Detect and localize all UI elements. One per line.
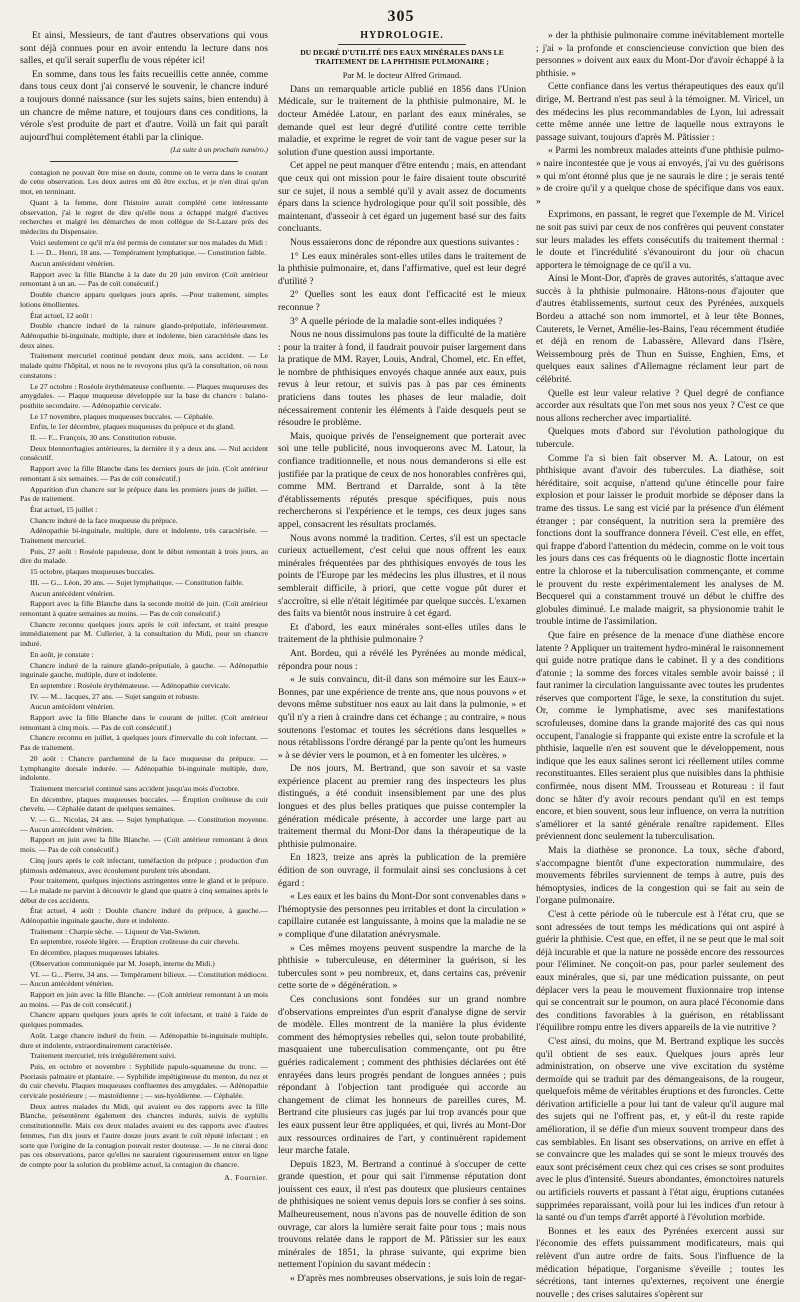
paragraph: contagion ne pouvait être mise en doute, comme on le verra dans le courant de cette observation. Les deux autres ont dû être exclus, et je n'en dirai qu'un mot, en terminant. <box>20 167 268 197</box>
middle-column <box>278 30 526 1302</box>
paragraph: Bonnes et les eaux des Pyrénées exercent aussi sur l'économie des effets puissamment modificateurs, mais qui relèvent d'un autre ordre de faits. Sous l'influence de la médication hépatique, l'organisme s'éveille ; toutes les sécrétions, tant internes qu'externes, reçoivent une énergie nouvelle ; des crises salutaires s'opèrent sur <box>536 1225 784 1300</box>
paragraph: Nous avons nommé la tradition. Certes, s'il est un spectacle curieux actuellement, c'est celui que nous offrent les eaux minérales fréquentées par des phthisiques envoyés de tous les points de l'Europe par les médecins les plus illustres, et il nous semblerait difficile, à priori, que cette vogue pût durer et s'accroître, si elle n'était légitimée par quelque succès. L'examen des faits va bientôt nous instruire à cet égard. <box>278 532 526 620</box>
paragraph: (Observation communiquée par M. Joseph, interne du Midi.) <box>30 958 215 968</box>
paragraph: Comme l'a si bien fait observer M. A. Latour, on est phthisique avant d'avoir des tubercules. La diathèse, soit héréditaire, soit acquise, n'attend qu'une étincelle pour faire explosion et pour laisser le produit morbide se déposer dans la trame des tissus. Le sang est vicié par la présence d'un élément étranger ; par conséquent, la nutrition sera la première des fonctions dont la souffrance donnera l'éveil. C'est elle, en effet, qui frappe d'abord l'attention du médecin, comme on le voit tous les jours dans ces cas fréquents où le diagnostic flotte incertain entre la chlorose et la tuberculisation commençante, et comme le prouvent du reste expérimentalement les analyses de M. Becquerel qui a constamment trouvé un début le chiffre des globules diminué. Le malade maigrit, sa physionomie trahit le trouble intime de l'assimilation. <box>536 452 784 628</box>
left-column <box>20 30 268 1302</box>
middle-paragraphs <box>278 84 526 1286</box>
paragraph: Traitement mercuriel continué pendant deux mois, sans accident. — Le malade quitte l'hôpital, et nous ne le revoyons plus qu'à la consultation, où nous constatons : <box>20 351 268 380</box>
paragraph: 2° Quelles sont les eaux dont l'efficacité est le mieux reconnue ? <box>278 289 526 313</box>
paragraph: Aucun antécédent vénérien. <box>30 702 115 712</box>
paragraph: En septembre : Roséole érythémateuse. — Adénopathie cervicale. <box>30 680 231 690</box>
paragraph: « Je suis convaincu, dit-il dans son mémoire sur les Eaux-» Bonnes, par une expérience de trente ans, que nous pouvons » et devons même substituer nos eaux au lait dans la pulmonie, » et qu'il n'y a rien à craindre dans cet échange ; au contraire, » nous soutenons l'estomac et toutes les sécrétions dans lesquelles » nous rétablissons l'ordre dérangé par la pente qu'ont les humeurs » à se dévier vers le poumon, et à en fomenter les ulcères. » <box>278 674 526 761</box>
paragraph: Traitement : Charpie sèche. — Liqueur de Van-Swieten. <box>30 926 201 936</box>
paragraph: Double chancre induré de la rainure glando-préputiale, inférieurement. Adénopathie bi-inguinale, multiple, dure et indolente, bien caractérisée dans les deux aines. <box>20 321 268 350</box>
paragraph: Cinq jours après le coït infectant, tuméfaction du prépuce ; production d'un phimosis œdémateux, avec écoulement purulent très abondant. <box>20 855 268 875</box>
paragraph: Chancre reconnu quelques jours après le coït infectant, et traité presque immédiatement par M. Cullerier, à la consultation du Midi, pour un chancre induré. <box>20 619 268 649</box>
paragraph: Nous ne nous dissimulons pas toute la difficulté de la matière : pour la traiter à fond, il faudrait pouvoir puiser largement dans la pratique de MM. Rayer, Louis, Andral, Chomel, etc. En effet, le nombre de phthisiques envoyés chaque année aux eaux, puis revus à leur retour, et suivis pas à pas par ces éminents praticiens dans toutes les phases de leur maladie, doit nécessairement contenir les éléments à l'aide desquels peut se résoudre le problème. <box>278 329 526 429</box>
paragraph: VI. — G... Pierre, 34 ans. — Tempérament bilieux. — Constitution médiocre. — Aucun antécédent vénérien. <box>20 969 268 989</box>
columns <box>20 30 782 1302</box>
byline: Par M. le docteur Alfred Grimaud. <box>342 69 462 80</box>
paragraph: Rapport avec la fille Blanche à la date du 20 juin environ (Coït antérieur remontant à un an. — Pas de coït consécutif.) <box>20 269 268 289</box>
right-column <box>536 30 784 1302</box>
paragraph: Voici seulement ce qu'il m'a été permis de constater sur nos malades du Midi : <box>30 237 268 247</box>
paragraph: Que faire en présence de la menace d'une diathèse encore latente ? Appliquer un traitement hydro-minéral le raisonnement qui guide notre pratique dans le cabinet. Il y a des conditions d'atonie ; la somme des forces vitales semble avoir baissé ; il faut ranimer la circulation languissante avec toutes les prudentes réserves que comportent l'âge, le sexe, la constitution du sujet. Or, comme le lymphatisme, avec ses manifestations scrofuleuses, domine dans la grande majorité des cas qui nous occupent, l'analogie si frappante qui existe entre la scrofule et la phthisie, laquelle n'en est souvent que le développement, nous indique que les eaux salines seront ici réellement utiles comme reconstituantes. Elles seraient plus que nuisibles dans la phthisie confirmée, nous disent MM. Trousseau et Rotureau : il faut donc se hâter d'y avoir recours pendant qu'il en est temps encore, et bien souvent, sous leur influence, on verra la nutrition s'améliorer et la santé générale renaître rapidement. Elles préviennent donc seulement la tuberculisation. <box>536 629 784 843</box>
paragraph: En 1823, treize ans après la publication de la première édition de son ouvrage, il formulait ainsi ses conclusions à cet égard : <box>278 852 526 889</box>
paragraph: En décembre, plaques muqueuses labiales. <box>30 948 160 958</box>
paragraph: Puis, en octobre et novembre : Syphilide papulo-squameuse du tronc. — Psoriasis palmaire et plantaire. — Syphilide impétigineuse du menton, du nez et du cuir chevelu. Plaques muqueuses confluentes des amygdales. — Adénopathie cervicale postérieure ; — mastoïdienne ; — sus-hyoïdienne. — Céphalée. <box>20 1061 268 1101</box>
paragraph: » Ces mêmes moyens peuvent suspendre la marche de la phthisie » tuberculeuse, en déterminer la guérison, si les tubercules sont » peu nombreux, et, dans certains cas, prévenir cette sorte de » dégénération. » <box>278 942 526 992</box>
paragraph: Rapport avec la fille Blanche dans le courant de juillet. (Coït antérieur remontant à cinq mois. — Pas de coït consécutif.) <box>20 713 268 732</box>
paragraph: Quelques mots d'abord sur l'évolution pathologique du tubercule. <box>536 426 784 450</box>
paragraph: Août. Large chancre induré du frein. — Adénopathie bi-inguinale multiple, dure et indolente, extraordinairement caractérisée. <box>20 1030 268 1050</box>
paragraph: Mais, quoique privés de l'enseignement que porterait avec soi une telle publicité, nous invoquerons avec M. Latour, la confiance traditionnelle, et nous nous demanderons si elle est justifiée par la pratique de ceux de nos honorables confrères qui, comme MM. Bertrand et Darralde, sont à la tête d'établissements réputés presque spécifiques, puis nous rechercherons si l'expérience et le temps, ces deux juges sans appel, consacrent les résultats proclamés. <box>278 430 526 530</box>
paragraph: Dans un remarquable article publié en 1856 dans l'Union Médicale, sur le traitement de la phthisie pulmonaire, M. le docteur Amédée Latour, en parlant des eaux minérales, se demande quel est leur degré d'utilité contre cette terrible maladie, et exprime le regret de voir tant de vague peser sur la solution d'une question aussi importante. <box>278 83 526 158</box>
paragraph: Aucun antécédent vénérien. <box>30 259 115 269</box>
paragraph: Nous essaierons donc de répondre aux questions suivantes : <box>290 236 520 248</box>
paragraph: Exprimons, en passant, le regret que l'exemple de M. Viricel ne soit pas suivi par ceux de nos confrères qui peuvent constater sur leurs malades les effets consécutifs du traitement thermal : le doute et l'incrédulité s'évanouiront du jour où chacun apportera le témoignage de ce qu'il a vu. <box>536 209 784 271</box>
paragraph: Cet appel ne peut manquer d'être entendu ; mais, en attendant que ceux qui ont mission pour le faire disaient toute obscurité sur ce sujet, il nous a semblé qu'il y avait assez de documents épars dans la science hydrologique pour qu'il soit possible, dès maintenant, d'asseoir à cet égard un jugement basé sur des faits concluants. <box>278 160 526 235</box>
section-title: HYDROLOGIE. <box>360 30 444 41</box>
paragraph: En septembre, roséole légère. — Éruption croûteuse du cuir chevelu. <box>30 937 240 947</box>
paragraph: 20 août : Chancre parcheminé de la face muqueuse du prépuce. — Lymphangite dorsale indurée. — Adénopathie bi-inguinale multiple, dure, indolente. <box>20 753 268 783</box>
paragraph: Traitement mercuriel continué sans accident jusqu'au mois d'octobre. <box>30 783 240 793</box>
paragraph: Rapport avec la fille Blanche dans la seconde moitié de juin. (Coït antérieur remontant à quatre semaines au moins. — Pas de coït consécutif.) <box>20 599 268 618</box>
paragraph: » der la phthisie pulmonaire comme inévitablement mortelle ; j'ai » la profonde et consciencieuse conviction que bien des personnes » doivent aux eaux du Mont-Dor d'avoir échappé à la phthisie. » <box>536 30 784 79</box>
paragraph: Traitement mercuriel, très irrégulièrement suivi. <box>30 1051 177 1061</box>
paragraph: Cette confiance dans les vertus thérapeutiques des eaux qu'il dirige, M. Bertrand n'est pas seul à la témoigner. M. Viricel, un des médecins les plus recommandables de Lyon, lui adressait cette même année une lettre de laquelle nous extrayons le passage suivant, toujours d'après M. Pâtissier : <box>536 81 784 143</box>
paragraph: Rapport en juin avec la fille Blanche. — (Coït antérieur remontant à un mois au moins. — Pas de coït consécutif.) <box>20 990 268 1009</box>
paragraph: IV. — M... Jacques, 27 ans. — Sujet sanguin et robuste. <box>30 691 200 701</box>
paragraph: État actuel, 12 août : <box>30 310 93 320</box>
paragraph: Ainsi le Mont-Dor, d'après de graves autorités, s'attaque avec succès à la phthisie pulmonaire. Hâtons-nous d'ajouter que d'autres établissements, surtout ceux des Pyrénées, auxquels Bordeu a attaché son nom immortel, et à leur tête Bonnes, Cauterets, le Vernet, Amélie-les-Bains, l'eau récemment étudiée et déjà en renom de Labassère, Allevard dans l'Isère, Weissembourg près de Thun en Suisse, Enghien, Ems, et quelques eaux salines d'Allemagne réclament leur part de célébrité. <box>536 273 784 386</box>
paragraph: « Les eaux et les bains du Mont-Dor sont convenables dans » l'hémoptysie des personnes peu irritables et dont la circulation » capillaire cutanée est languissante, à moins que la maladie ne se » complique d'une dilatation anévrysmale. <box>278 891 526 940</box>
paragraph: « Parmi les nombreux malades atteints d'une phthisie pulmo- » naire incontestée que je vous ai envoyés, j'ai vu des guérisons » qui m'ont étonné plus que je ne saurais le dire ; je serais tenté » de croire qu'il y a quelque chose de spécifique dans vos eaux. » <box>536 145 784 207</box>
paragraph: Quant à la femme, dont l'histoire aurait complété cette intéressante observation, j'ai le regret de dire qu'elle nous a échappé malgré d'actives recherches et malgré les démarches de mon collègue de St-Lazare près des médecins du Dispensaire. <box>20 197 268 236</box>
paragraph: Puis, 27 août : Roséole papuleuse, dont le début remontait à trois jours, au dire du malade. <box>20 546 268 566</box>
paragraph: V. — G... Nicolas, 24 ans. — Sujet lymphatique. — Constitution moyenne. — Aucun antécédent vénérien. <box>20 815 268 834</box>
paragraph: Et ainsi, Messieurs, de tant d'autres observations qui vous sont déjà connues pour en avoir entendu la lecture dans nos salles, et qu'il serait superflu de vous répéter ici! <box>20 30 268 67</box>
divider <box>338 44 466 45</box>
left-intro <box>20 30 268 144</box>
paragraph: II. — F... François, 30 ans. Constitution robuste. <box>30 433 177 443</box>
paragraph: Enfin, le 1er décembre, plaques muqueuses du prépuce et du gland. <box>30 422 235 432</box>
paragraph: Rapport avec la fille Blanche dans les derniers jours de juin. (Coït antérieur remontant à six semaines. — Pas de coït consécutif.) <box>20 464 268 483</box>
paragraph: Mais la diathèse se prononce. La toux, sèche d'abord, s'accompagne bientôt d'une expectoration nummulaire, des mouvements fébriles surviennent de temps à autre, puis des hémoptysies, indices de la congestion qui se fait au sein de l'organe pulmonaire. <box>536 845 784 907</box>
paragraph: En août, je constate : <box>30 649 94 659</box>
paragraph: Chancre apparu quelques jours après le coït infectant, et traité à l'aide de quelques pommades. <box>20 1010 268 1030</box>
paragraph: 15 octobre, plaques muqueuses buccales. <box>30 567 155 577</box>
paragraph: III. — G... Léon, 20 ans. — Sujet lymphatique. — Constitution faible. <box>30 577 244 587</box>
paragraph: Le 27 octobre : Roséole érythémateuse confluente. — Plaques muqueuses des amygdales. — Plaque muqueuse développée sur la base du chancre : balano-posthite secondaire. — Adénopathie cervicale. <box>20 381 268 410</box>
right-paragraphs <box>536 30 784 1301</box>
paragraph: Deux blennorrhagies antérieures, la dernière il y a deux ans. — Nul accident consécutif. <box>20 443 268 463</box>
paragraph: Apparition d'un chancre sur le prépuce dans les premiers jours de juillet. — Pas de traitement. <box>20 484 268 504</box>
paragraph: En somme, dans tous les faits recueillis cette année, comme dans tous ceux dont j'ai conservé le souvenir, le chancre induré a toujours donné naissance (sur les sujets sains, bien entendu) à un chancre de même nature, et toujours dans ces conditions, la vérole s'est produite de part et d'autre. Voilà un fait qui paraît aujourd'hui complètement établi par la clinique. <box>20 68 268 143</box>
paragraph: De nos jours, M. Bertrand, que son savoir et sa vaste expérience placent au premier rang des inspecteurs les plus distingués, a été conduit insensiblement par une des plus longues et des plus belles pratiques que puisse contempler la génération médicale présente, à accorder une large part au traitement thermal du Mont-Dor dans la thérapeutique de la phthisie pulmonaire. <box>278 763 526 850</box>
paragraph: Double chancre apparu quelques jours après. —Pour traitement, simples lotions émollientes. <box>20 290 268 309</box>
paragraph: I. — D... Henri, 18 ans. — Tempérament lymphatique. — Constitution faible. <box>30 248 267 258</box>
paragraph: Depuis 1823, M. Bertrand a continué à s'occuper de cette grande question, et pour qui sait l'immense réputation dont jouissent ces eaux, il n'est pas douteux que plusieurs centaines de phthisiques ne soient venus depuis lors se confier à ses soins. Malheureusement, nous n'avons pas de nouvelle édition de son ouvrage, car alors la lumière serait faite pour tous ; mais nous trouvons relatée dans le rapport de M. Pâtissier sur les eaux minérales de 1851, la phrase suivante, qui exprime bien nettement l'opinion du savant médecin : <box>278 1158 526 1271</box>
paragraph: Chancre induré de la face muqueuse du prépuce. <box>30 515 178 525</box>
paragraph: Ces conclusions sont fondées sur un grand nombre d'observations empreintes d'un esprit d'analyse digne de servir de modèle. Elles montrent de la manière la plus évidente comment des hémoptysies rebelles qui, selon toute probabilité, masquaient une tuberculisation commençante, ont pu être guéries radicalement ; comment des phthisies déclarées ont été enrayées dans leurs progrès pendant de longues années ; puis répondant à l'objection tant prodiguée qui accorde au changement de climat les honneurs de pareilles cures, M. Bertrand cite plusieurs cas jugés par lui trop avancés pour que les eaux pussent leur être appliquées, et qui, livrés au Mont-Dor aux ressources ordinaires de l'art, y continuèrent rapidement leur marche fatale. <box>278 993 526 1157</box>
paragraph: État actuel, 15 juillet : <box>30 504 98 514</box>
paragraph: Quelle est leur valeur relative ? Quel degré de confiance accorder aux résultats que l'on met sous nos yeux ? C'est ce que nous allons rechercher avec impartialité. <box>536 387 784 424</box>
paragraph: 3° A quelle période de la maladie sont-elles indiquées ? <box>290 315 503 327</box>
paragraph: Aucun antécédent vénérien. <box>30 588 115 598</box>
page-number: 305 <box>387 8 415 25</box>
paragraph: Ant. Bordeu, qui a révélé les Pyrénées au monde médical, répondra pour nous : <box>278 647 526 672</box>
paragraph: Pour traitement, quelques injections astringentes entre le gland et le prépuce. — Le malade ne parvint à découvrir le gland que quatre à cinq semaines après le début de ces accidents. <box>20 876 268 905</box>
paragraph: C'est ainsi, du moins, que M. Bertrand explique les succès qu'il obtient de ses eaux. Quelques jours après leur administration, on observe une vive excitation du système dermoïde qui se traduit par des démangeaisons, de la rougeur, quelquefois même de véritables éruptions et des furoncles. Cette dérivation artificielle a pour lui tant de valeur qu'il augure mal des sujets qui ne l'offrent pas, et, y eût-il du reste rapide amélioration, il se défie d'un mieux souvent trompeur dans des cas semblables. En lisant ses observations, on arrive en effet à se convaincre que les malades qui se sont le mieux trouvés des eaux sont précisément ceux chez qui ces crises se sont produites avec le plus d'intensité. Sueurs abondantes, émonctoires naturels ou artificiels rouverts et passant à l'état aigu, éruptions cutanées supprimées reparaissant, voilà pour lui les indices d'un retour à la santé ou d'un temps d'arrêt apporté à l'évolution morbide. <box>536 1035 784 1224</box>
paragraph: « D'après mes nombreuses observations, je suis loin de regar- <box>290 1273 526 1285</box>
paragraph: Rapport en juin avec la fille Blanche. — (Coït antérieur remontant à deux mois. — Pas de coït consécutif.) <box>20 835 268 855</box>
article-title: DU DEGRÉ D'UTILITÉ DES EAUX MINÉRALES DANS LE TRAITEMENT DE LA PHTHISIE PULMONAIRE ; <box>300 48 504 67</box>
paragraph: Et d'abord, les eaux minérales sont-elles utiles dans le traitement de la phthisie pulmonaire ? <box>278 621 526 646</box>
continuation-note: (La suite à un prochain numéro.) <box>170 145 268 155</box>
paragraph: Chancre reconnu en juillet, à quelques jours d'intervalle du coït infectant. — Pas de traitement. <box>20 733 268 753</box>
paragraph: Le 17 novembre, plaques muqueuses buccales. — Céphalée. <box>30 411 214 421</box>
observations <box>20 168 268 1170</box>
signature: A. Fournier. <box>224 1172 268 1182</box>
paragraph: C'est à cette période où le tubercule est à l'état cru, que se sont adressées de tout temps les médications qui ont aspiré à guérir la phthisie. C'est que, en effet, il ne se peut que le mal soit déjà incurable et que la nature ne possède encore des ressources pour l'éliminer. Ne conçoit-on pas, pour parler seulement des eaux minérales, que si, par une médication puissante, on peut déplacer vers la peau le mouvement fluxionnaire trop intense qui se concentrait sur le poumon, on aura placé l'économie dans des conditions favorables à la guérison, en rétablissant l'équilibre rompu entre les divers appareils de la vie nutritive ? <box>536 908 784 1034</box>
paragraph: Adénopathie bi-inguinale, multiple, dure et indolente, très caractérisée. — Traitement mercuriel. <box>20 526 268 546</box>
divider <box>50 161 238 162</box>
paragraph: En décembre, plaques muqueuses buccales. — Éruption croûteuse du cuir chevelu. — Céphalée datant de quelques semaines. <box>20 794 268 814</box>
paragraph: Deux autres malades du Midi, qui avaient eu des rapports avec la fille Blanche, présentèrent également des chancres indurés, suivis de syphilis constitutionnelle. Mais ces deux malades avaient eu des rapports avec d'autres femmes, l'un dix jours et l'autre douze jours avant le coït réputé infectant ; en sorte que l'origine de la contagion pouvait rester douteuse. — Je ne citerai donc pas ces observations, parce qu'elles ne sauraient rigoureusement entrer en ligne de compte pour la solution du problème actuel, la contagion du chancre. <box>20 1101 268 1169</box>
paragraph: État actuel, 4 août : Double chancre induré du prépuce, à gauche.— Adénopathie inguinale gauche, dure et indolente. <box>20 906 268 926</box>
paragraph: 1° Les eaux minérales sont-elles utiles dans le traitement de la phthisie pulmonaire, et, dans l'affirmative, quel est leur degré d'utilité ? <box>278 250 526 287</box>
paragraph: Chancre induré de la rainure glando-préputiale, à gauche. — Adénopathie inguinale gauche, multiple, dure et indolente. <box>20 660 268 680</box>
